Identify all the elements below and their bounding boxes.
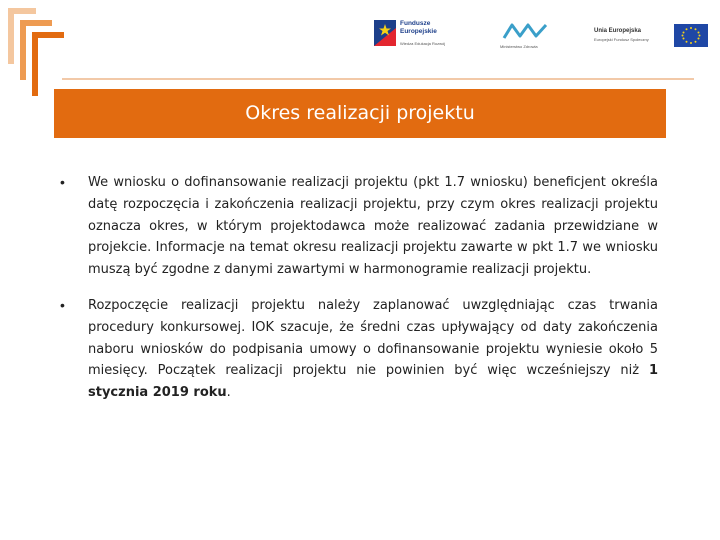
header-logos (370, 14, 710, 58)
mz-wave-icon (502, 22, 548, 40)
fe-line1: Fundusze (400, 20, 431, 27)
slide-title: Okres realizacji projektu (245, 102, 475, 124)
bullet-text-end: . (226, 385, 231, 401)
eu-flag-icon (674, 24, 708, 47)
fe-logo-subtitle: Wiedza Edukacja Rozwój (400, 41, 446, 46)
ue-logo-subtitle: Europejski Fundusz Społeczny (594, 37, 649, 42)
fe-logo-text (400, 20, 437, 35)
title-bar (54, 89, 666, 138)
fe-line2: Europejskie (400, 27, 437, 35)
bullet-text-date: 1 stycznia 2019 roku (88, 363, 658, 401)
corner-decoration (0, 0, 70, 100)
bullet-dot-icon: • (60, 174, 65, 190)
bullet-dot-icon: • (60, 296, 65, 313)
unia-europejska-logo (588, 14, 710, 58)
fundusze-europejskie-logo (370, 14, 470, 58)
bullet-item (52, 295, 658, 404)
ministerstwo-zdrowia-logo (498, 14, 558, 58)
header-divider (62, 78, 694, 80)
mz-logo-subtitle: Ministerstwo Zdrowia (500, 44, 538, 49)
bullet-item (52, 172, 658, 281)
bullet-text: We wniosku o dofinansowanie realizacji projektu (pkt 1.7 wniosku) beneficjent określa datę rozpoczęcia i zakończenia realizacji projektu, przy czym okres realizacji projektu oznacza okres, w którym projektodawca może realizować zadania przewidziane w projekcie. Informacje na temat okresu realizacji projektu zawarte w pkt 1.7 we wniosku muszą być zgodne z danymi zawartymi w harmonogramie realizacji projektu. (88, 175, 658, 278)
ue-logo-title: Unia Europejska (594, 28, 642, 34)
bullet-text-main: Rozpoczęcie realizacji projektu należy zaplanować uwzględniając czas trwania procedury konkursowej. IOK szacuje, że średni czas upływający od daty zakończenia naboru wniosków do podpisania umowy o dofinansowanie projektu wyniesie około 5 miesięcy. Początek realizacji projektu nie powinien być więc wcześniejszy niż (88, 297, 658, 379)
bullet-list (52, 172, 658, 418)
bullet-text (88, 295, 658, 404)
fe-star-icon (374, 20, 396, 46)
